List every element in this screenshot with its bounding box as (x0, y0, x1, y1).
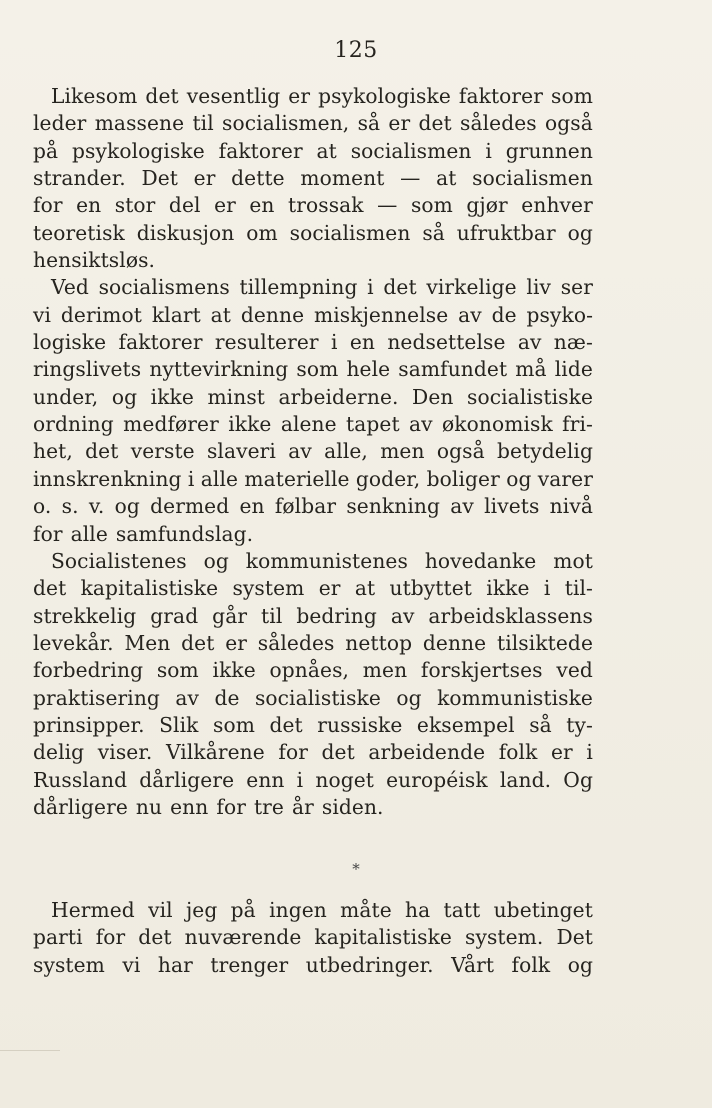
word: økonomisk (442, 412, 553, 437)
word: Men (124, 630, 171, 655)
word: Vårt (451, 952, 495, 977)
word: ikke (228, 412, 272, 437)
word: russiske (317, 712, 403, 737)
word: for (33, 521, 63, 546)
word: i (485, 138, 492, 163)
word: i (296, 767, 304, 792)
text-line (33, 493, 593, 520)
word: folk (511, 952, 551, 977)
word: nettop (345, 630, 413, 655)
word: av (458, 302, 482, 327)
word: Det (556, 925, 593, 950)
paragraph-3 (33, 548, 593, 821)
text-line (33, 739, 593, 766)
word: er (225, 630, 247, 655)
word: er (551, 740, 573, 765)
word: system (232, 576, 305, 601)
word: av (517, 330, 542, 355)
word: er (288, 84, 311, 108)
word: som (212, 712, 255, 737)
word: av (450, 494, 474, 519)
word: at (316, 138, 337, 163)
word: derimot (60, 302, 142, 327)
word: og (567, 220, 593, 245)
word: tillempning (239, 275, 358, 300)
word: at (354, 576, 376, 601)
word: folk (498, 740, 538, 765)
word: senkning (346, 494, 441, 519)
word: minst (207, 384, 266, 409)
word: teoretisk (33, 220, 125, 245)
word: viser. (97, 740, 153, 765)
word: på (33, 138, 59, 163)
word: utbyttet (389, 576, 472, 601)
word: og (396, 685, 422, 710)
word: jeg (185, 898, 218, 922)
word: i (367, 275, 374, 300)
word: det (138, 925, 172, 950)
word: ikke (150, 384, 194, 409)
text-line (33, 952, 593, 979)
word: socialismen (289, 220, 411, 245)
word: eksempel (416, 712, 515, 737)
word: for (33, 193, 63, 218)
word: opnåes, (269, 658, 350, 683)
word: ufruktbar (456, 220, 556, 245)
text-line (33, 192, 593, 219)
word: land. (499, 767, 552, 792)
word: og (567, 952, 593, 977)
word: livets (484, 494, 540, 519)
word: miskjennelse (313, 302, 449, 327)
paragraph-2 (33, 274, 593, 547)
word: som (551, 84, 593, 108)
word: Og (563, 767, 593, 792)
word: gjør (466, 193, 508, 218)
word: er (214, 193, 236, 218)
word: levekår. (33, 630, 114, 655)
word: har (157, 952, 193, 977)
word: alene (280, 412, 337, 437)
word: de (214, 685, 240, 710)
word: og (111, 384, 138, 409)
word: enhver (521, 193, 593, 218)
word: massene (94, 111, 185, 136)
word: system (33, 952, 105, 977)
word: Slik (159, 712, 199, 737)
word: ordning (33, 412, 114, 437)
word: logiske (33, 330, 107, 355)
word: til (192, 111, 214, 136)
word: noget (315, 767, 374, 792)
word: alle, (324, 439, 368, 464)
word: grunnen (505, 138, 593, 163)
word: nyttevirkning (149, 357, 289, 382)
word: nedsettelse (387, 330, 506, 355)
text-line (33, 247, 593, 274)
word: av (390, 603, 415, 628)
word: det (181, 630, 215, 655)
word: grad (150, 603, 199, 628)
text-line (33, 274, 593, 301)
word: slaveri (206, 439, 276, 464)
word: liv (526, 275, 552, 300)
word: er (318, 576, 341, 601)
word: det (383, 275, 417, 300)
word: tre (253, 794, 284, 819)
word: innskrenkning (33, 466, 182, 491)
word: tatt (443, 898, 481, 922)
word: faktorer (458, 84, 543, 108)
word: de (491, 302, 517, 327)
word: kapitalistiske (80, 576, 219, 601)
word: utbedringer. (305, 952, 434, 977)
section-divider: * (352, 860, 360, 878)
word: — (400, 166, 421, 191)
text-line (33, 794, 593, 821)
word: ingen (269, 898, 327, 922)
word: om (246, 220, 278, 245)
word: så (357, 111, 381, 136)
word: o. (33, 494, 52, 519)
word: ser (560, 275, 593, 300)
word: og (114, 494, 140, 519)
word: — (377, 193, 398, 218)
word: hensiktsløs. (33, 248, 156, 273)
word: så (529, 712, 552, 737)
word: vesentlig (186, 84, 281, 108)
word: det (145, 84, 179, 108)
word: socialismen (472, 166, 593, 191)
text-line (33, 897, 593, 924)
word: men (380, 439, 425, 464)
word: i (543, 576, 551, 601)
word: betydelig (496, 439, 593, 464)
word: det (418, 111, 452, 136)
text-line (33, 220, 593, 247)
word: s. (61, 494, 79, 519)
word: ikke (212, 658, 256, 683)
word: forskjertses (420, 658, 543, 683)
word: nu (135, 794, 163, 819)
word: det (33, 576, 67, 601)
text-line (33, 712, 593, 739)
word: også (436, 439, 485, 464)
word: under, (33, 384, 99, 409)
word: men (362, 658, 408, 683)
word: parti (33, 925, 83, 950)
word: resulterer (214, 330, 319, 355)
word: også (545, 111, 593, 136)
word: på (230, 898, 256, 922)
word: enn (246, 767, 285, 792)
word: således (460, 111, 537, 136)
word: praktisering (33, 685, 160, 710)
word: stor (114, 193, 156, 218)
word: ved (556, 658, 593, 683)
word: virkelige (426, 275, 517, 300)
paragraph-1 (33, 83, 593, 274)
word: socialismen, (222, 111, 350, 136)
text-line (33, 384, 593, 411)
word: klart (151, 302, 201, 327)
word: trenger (210, 952, 289, 977)
word: tilsiktede (496, 630, 593, 655)
page-number: 125 (334, 38, 378, 63)
word: Ved (51, 275, 89, 300)
word: dårligere (33, 794, 128, 819)
word: del (168, 193, 201, 218)
text-line (33, 438, 593, 465)
text-line (33, 165, 593, 192)
word: medfører (123, 412, 219, 437)
word: en (349, 330, 375, 355)
word: for (95, 925, 126, 950)
word: system. (464, 925, 544, 950)
word: hovedanke (424, 548, 537, 573)
word: kommunistiske (437, 685, 593, 710)
text-line (33, 466, 593, 493)
word: må (515, 357, 547, 382)
word: det (321, 740, 355, 765)
text-line (33, 521, 593, 548)
text-line (33, 329, 593, 356)
word: en (239, 494, 265, 519)
word: Russland (33, 767, 128, 792)
word: til- (564, 576, 593, 601)
word: av (175, 685, 200, 710)
word: arbeidsklassens (428, 603, 593, 628)
word: Vilkårene (165, 740, 265, 765)
word: for (216, 794, 246, 819)
word: enn (170, 794, 209, 819)
word: socialismens (98, 275, 230, 300)
word: at (436, 166, 457, 191)
text-line (33, 83, 593, 110)
word: at (210, 302, 231, 327)
word: i (330, 330, 338, 355)
word: så (422, 220, 445, 245)
word: følbar (274, 494, 337, 519)
text-line (33, 356, 593, 383)
word: leder (33, 111, 87, 136)
word: het, (33, 439, 73, 464)
text-line (33, 630, 593, 657)
word: ty- (566, 712, 593, 737)
word: og (203, 548, 229, 573)
word: det (85, 439, 119, 464)
word: for (278, 740, 308, 765)
word: hele (346, 357, 391, 382)
word: av (409, 412, 433, 437)
word: kapitalistiske (314, 925, 452, 950)
word: dermed (150, 494, 230, 519)
word: bedring (296, 603, 377, 628)
word: vil (148, 898, 173, 922)
word: alle (70, 521, 108, 546)
word: goder, (355, 466, 421, 491)
text-line (33, 767, 593, 794)
word: som (410, 193, 453, 218)
word: prinsipper. (33, 712, 145, 737)
page-edge-mark (0, 1050, 60, 1051)
word: ha (405, 898, 431, 922)
word: dårligere (139, 767, 235, 792)
word: næ- (553, 330, 593, 355)
text-line (33, 110, 593, 137)
word: psykologiske (318, 84, 451, 108)
word: og (506, 466, 532, 491)
word: alle (200, 466, 239, 491)
word: Hermed (51, 898, 135, 922)
word: strekkelig (33, 603, 137, 628)
word: psykologiske (72, 138, 205, 163)
word: Den (412, 384, 454, 409)
word: er (193, 166, 216, 191)
word: socialistiske (254, 685, 381, 710)
word: fri- (562, 412, 593, 437)
word: faktorer (218, 138, 303, 163)
word: som (156, 658, 199, 683)
text-line (33, 138, 593, 165)
word: denne (240, 302, 305, 327)
word: nuværende (184, 925, 302, 950)
word: siden. (321, 794, 384, 819)
word: av (288, 439, 312, 464)
text-line (33, 302, 593, 329)
word: er (388, 111, 411, 136)
text-line (33, 548, 593, 575)
text-line (33, 603, 593, 630)
word: trossak (288, 193, 364, 218)
word: boliger (426, 466, 500, 491)
word: år (291, 794, 314, 819)
word: som (296, 357, 339, 382)
word: samfundet (398, 357, 508, 382)
word: Socialistenes (51, 548, 187, 573)
word: således (257, 630, 335, 655)
word: til (261, 603, 283, 628)
text-line (33, 685, 593, 712)
word: en (249, 193, 275, 218)
word: går (212, 603, 248, 628)
word: v. (88, 494, 105, 519)
word: i (586, 740, 593, 765)
word: moment (300, 166, 385, 191)
word: ikke (486, 576, 530, 601)
word: socialismen (350, 138, 472, 163)
word: arbeidende (368, 740, 486, 765)
word: diskusjon (136, 220, 235, 245)
word: materielle (244, 466, 350, 491)
paragraph-4 (33, 897, 593, 979)
word: i (187, 466, 195, 491)
word: faktorer (118, 330, 203, 355)
main-text (33, 83, 593, 821)
text-line (33, 575, 593, 602)
word: denne (422, 630, 487, 655)
word: Likesom (51, 84, 138, 108)
word: ringslivets (33, 357, 142, 382)
text-line (33, 411, 593, 438)
word: ubetinget (493, 898, 593, 922)
word: det (269, 712, 303, 737)
text-line (33, 657, 593, 684)
word: mot (553, 548, 593, 573)
word: arbeiderne. (278, 384, 399, 409)
word: måte (340, 898, 392, 922)
word: verste (130, 439, 195, 464)
word: psyko- (526, 302, 593, 327)
word: kommunistenes (245, 548, 408, 573)
word: vi (122, 952, 141, 977)
word: strander. (33, 166, 126, 191)
word: dette (231, 166, 285, 191)
word: samfundslag. (115, 521, 254, 546)
word: vi (33, 302, 52, 327)
text-line (33, 924, 593, 951)
word: Det (141, 166, 178, 191)
word: tapet (346, 412, 400, 437)
word: varer (537, 466, 593, 491)
word: forbedring (33, 658, 144, 683)
word: socialistiske (467, 384, 593, 409)
word: nivå (549, 494, 593, 519)
continued-text (33, 897, 593, 979)
word: européisk (386, 767, 488, 792)
word: en (76, 193, 102, 218)
word: lide (554, 357, 593, 382)
word: delig (33, 740, 85, 765)
